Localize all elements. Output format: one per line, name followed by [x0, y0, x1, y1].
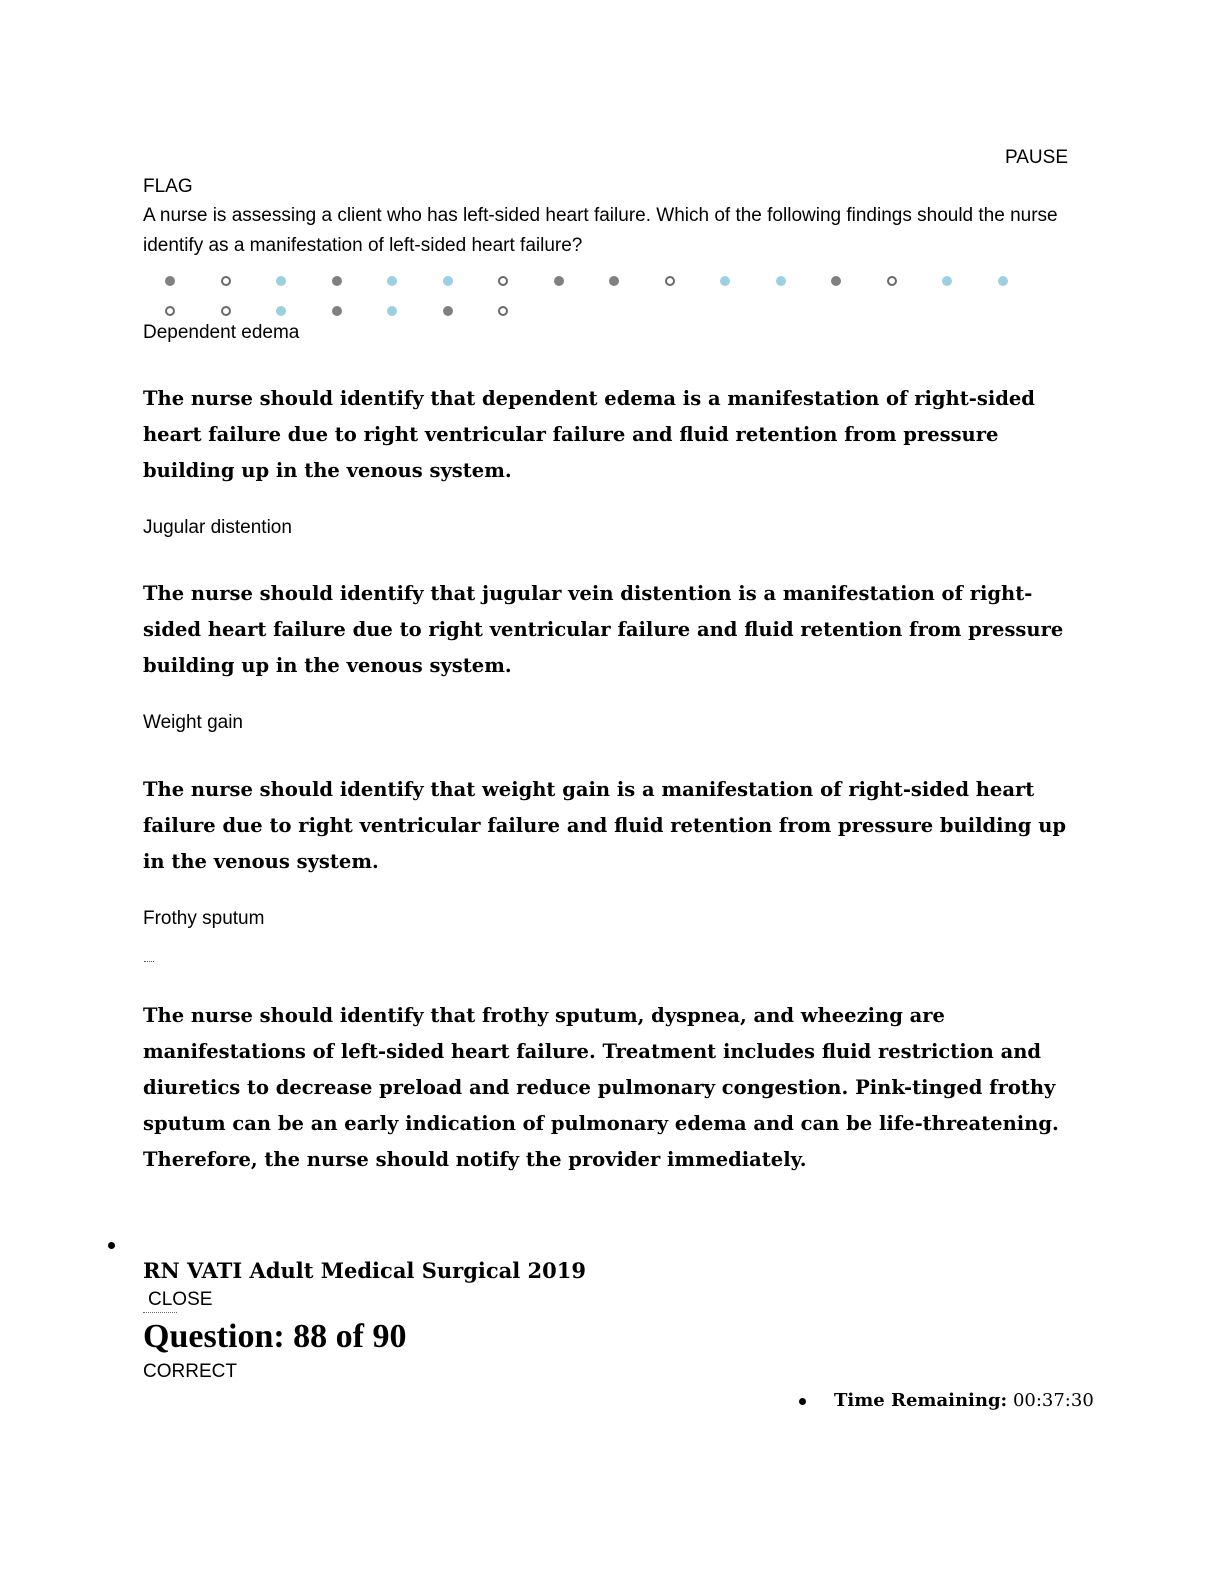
question-nav-dot-14[interactable]	[887, 276, 897, 286]
question-nav-dot-18[interactable]	[221, 306, 231, 316]
question-nav-dot-9[interactable]	[609, 276, 619, 286]
question-nav-dot-5[interactable]	[387, 276, 397, 286]
question-nav-dot-13[interactable]	[831, 276, 841, 286]
question-nav-dot-1[interactable]	[165, 276, 175, 286]
option-rationale: The nurse should identify that dependent edema is a manifestation of right-sided heart failure due to right ventricular failure and fluid retention from pressure building up in the venous system.	[143, 387, 1035, 482]
option-weight-gain[interactable]: Weight gain	[143, 712, 243, 733]
option-frothy-sputum[interactable]: Frothy sputum	[143, 908, 265, 929]
time-remaining-label: Time Remaining:	[834, 1390, 1008, 1411]
question-nav-dot-19[interactable]	[276, 306, 286, 316]
question-nav-dot-7[interactable]	[498, 276, 508, 286]
question-nav-dot-2[interactable]	[221, 276, 231, 286]
question-nav-dot-6[interactable]	[443, 276, 453, 286]
question-nav-dot-20[interactable]	[332, 306, 342, 316]
course-title: RN VATI Adult Medical Surgical 2019	[143, 1258, 586, 1283]
bullet-icon	[799, 1398, 806, 1405]
question-nav-dot-21[interactable]	[387, 306, 397, 316]
question-nav-dot-10[interactable]	[665, 276, 675, 286]
question-nav-dot-17[interactable]	[165, 306, 175, 316]
question-nav-dot-23[interactable]	[498, 306, 508, 316]
option-jugular-distention[interactable]: Jugular distention	[143, 517, 292, 538]
question-nav-dot-8[interactable]	[554, 276, 564, 286]
question-nav-dot-12[interactable]	[776, 276, 786, 286]
time-remaining-value: 00:37:30	[1012, 1390, 1094, 1411]
question-nav-dot-4[interactable]	[332, 276, 342, 286]
question-nav-dot-15[interactable]	[942, 276, 952, 286]
question-nav-dot-11[interactable]	[720, 276, 730, 286]
option-rationale: The nurse should identify that frothy sputum, dyspnea, and wheezing are manifestations of left-sided heart failure. Treatment includes fluid restriction and diuretics to decrease preload and reduce pulmonary congestion. Pink-tinged frothy sputum can be an early indication of pulmonary edema and can be life-threatening. Therefore, the nurse should notify the provider immediately.	[143, 1004, 1059, 1171]
question-nav-dot-3[interactable]	[276, 276, 286, 286]
close-button[interactable]: CLOSE	[148, 1289, 213, 1310]
close-underline	[143, 1312, 177, 1313]
question-nav-dot-16[interactable]	[998, 276, 1008, 286]
question-nav-dot-22[interactable]	[443, 306, 453, 316]
pause-button[interactable]: PAUSE	[1005, 147, 1069, 168]
bullet-icon	[108, 1242, 115, 1249]
option-dependent-edema[interactable]: Dependent edema	[143, 322, 300, 343]
option-rationale: The nurse should identify that weight gain is a manifestation of right-sided heart failure due to right ventricular failure and fluid retention from pressure building up in the venous system.	[143, 778, 1067, 873]
question-text: A nurse is assessing a client who has left-sided heart failure. Which of the following findings should the nurse identify as a manifestation of left-sided heart failure?	[143, 205, 1058, 256]
answer-status: CORRECT	[143, 1361, 237, 1382]
option-rationale: The nurse should identify that jugular vein distention is a manifestation of right-sided heart failure due to right ventricular failure and fluid retention from pressure building up in the venous system.	[143, 582, 1064, 677]
flag-button[interactable]: FLAG	[143, 176, 193, 197]
selected-marker	[144, 961, 154, 962]
time-remaining	[834, 1386, 1094, 1416]
question-counter: Question: 88 of 90	[143, 1318, 407, 1355]
